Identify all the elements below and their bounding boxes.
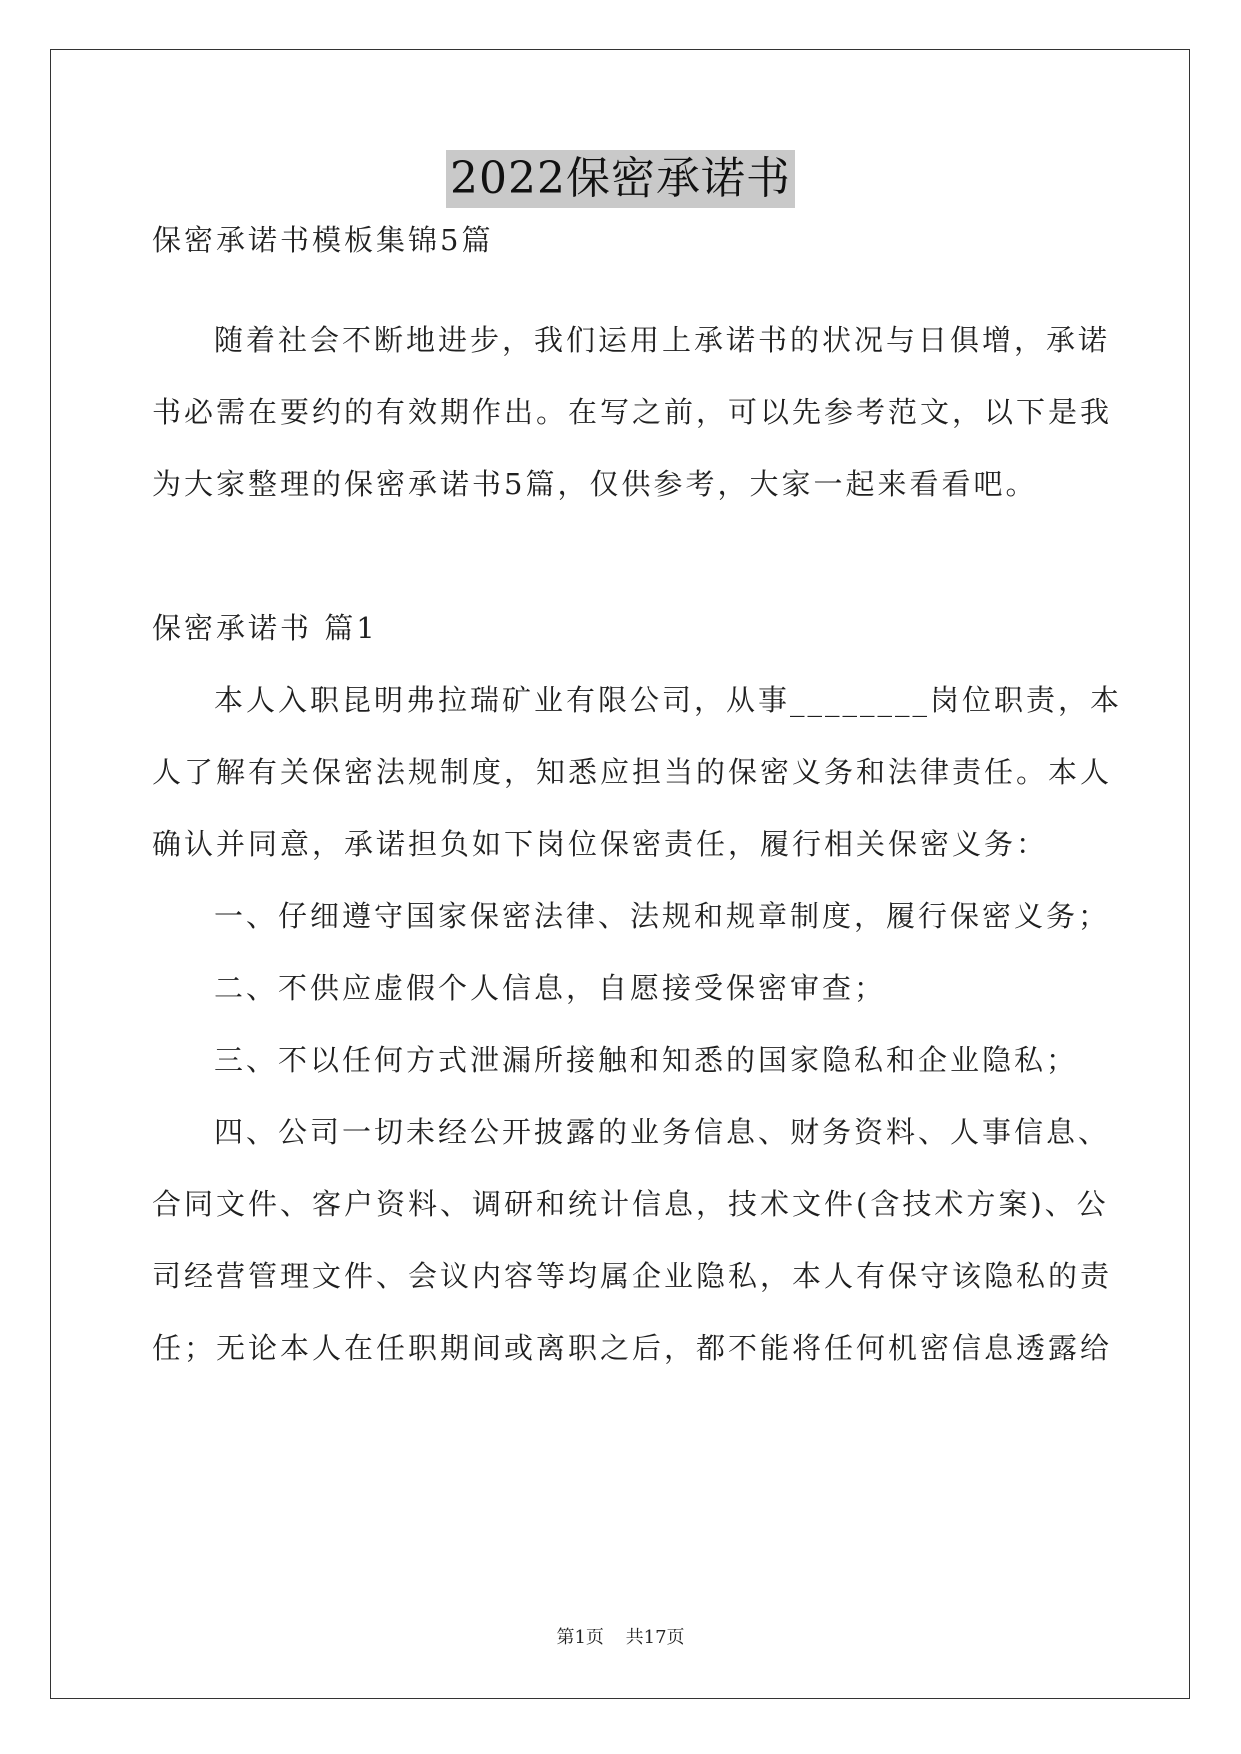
body-line: 三、不以任何方式泄漏所接触和知悉的国家隐私和企业隐私； — [214, 1043, 1079, 1077]
body-line: 一、仔细遵守国家保密法律、法规和规章制度，履行保密义务； — [214, 899, 1111, 933]
page-total: 共17页 — [625, 1627, 685, 1648]
document-subtitle: 保密承诺书模板集锦5篇 — [152, 223, 494, 257]
body-line: 合同文件、客户资料、调研和统计信息，技术文件(含技术方案)、公 — [152, 1187, 1109, 1221]
document-title: 2022保密承诺书 — [446, 150, 795, 208]
intro-line: 书必需在要约的有效期作出。在写之前，可以先参考范文，以下是我 — [152, 395, 1113, 429]
body-line: 人了解有关保密法规制度，知悉应担当的保密义务和法律责任。本人 — [152, 755, 1113, 789]
body-line: 任；无论本人在任职期间或离职之后，都不能将任何机密信息透露给 — [152, 1331, 1113, 1365]
page-border — [50, 49, 1190, 1699]
section-heading: 保密承诺书 篇1 — [152, 611, 378, 645]
title-container — [0, 150, 1241, 208]
body-line: 确认并同意，承诺担负如下岗位保密责任，履行相关保密义务： — [152, 827, 1049, 861]
body-line: 司经营管理文件、会议内容等均属企业隐私，本人有保守该隐私的责 — [152, 1259, 1113, 1293]
page-number: 第1页 — [556, 1627, 604, 1648]
page-footer — [0, 1623, 1241, 1649]
body-line: 四、公司一切未经公开披露的业务信息、财务资料、人事信息、 — [214, 1115, 1111, 1149]
intro-line: 为大家整理的保密承诺书5篇，仅供参考，大家一起来看看吧。 — [152, 467, 1038, 501]
intro-line: 随着社会不断地进步，我们运用上承诺书的状况与日俱增，承诺 — [214, 323, 1111, 357]
body-line: 本人入职昆明弗拉瑞矿业有限公司，从事________岗位职责，本 — [214, 683, 1123, 717]
body-line: 二、不供应虚假个人信息，自愿接受保密审查； — [214, 971, 887, 1005]
